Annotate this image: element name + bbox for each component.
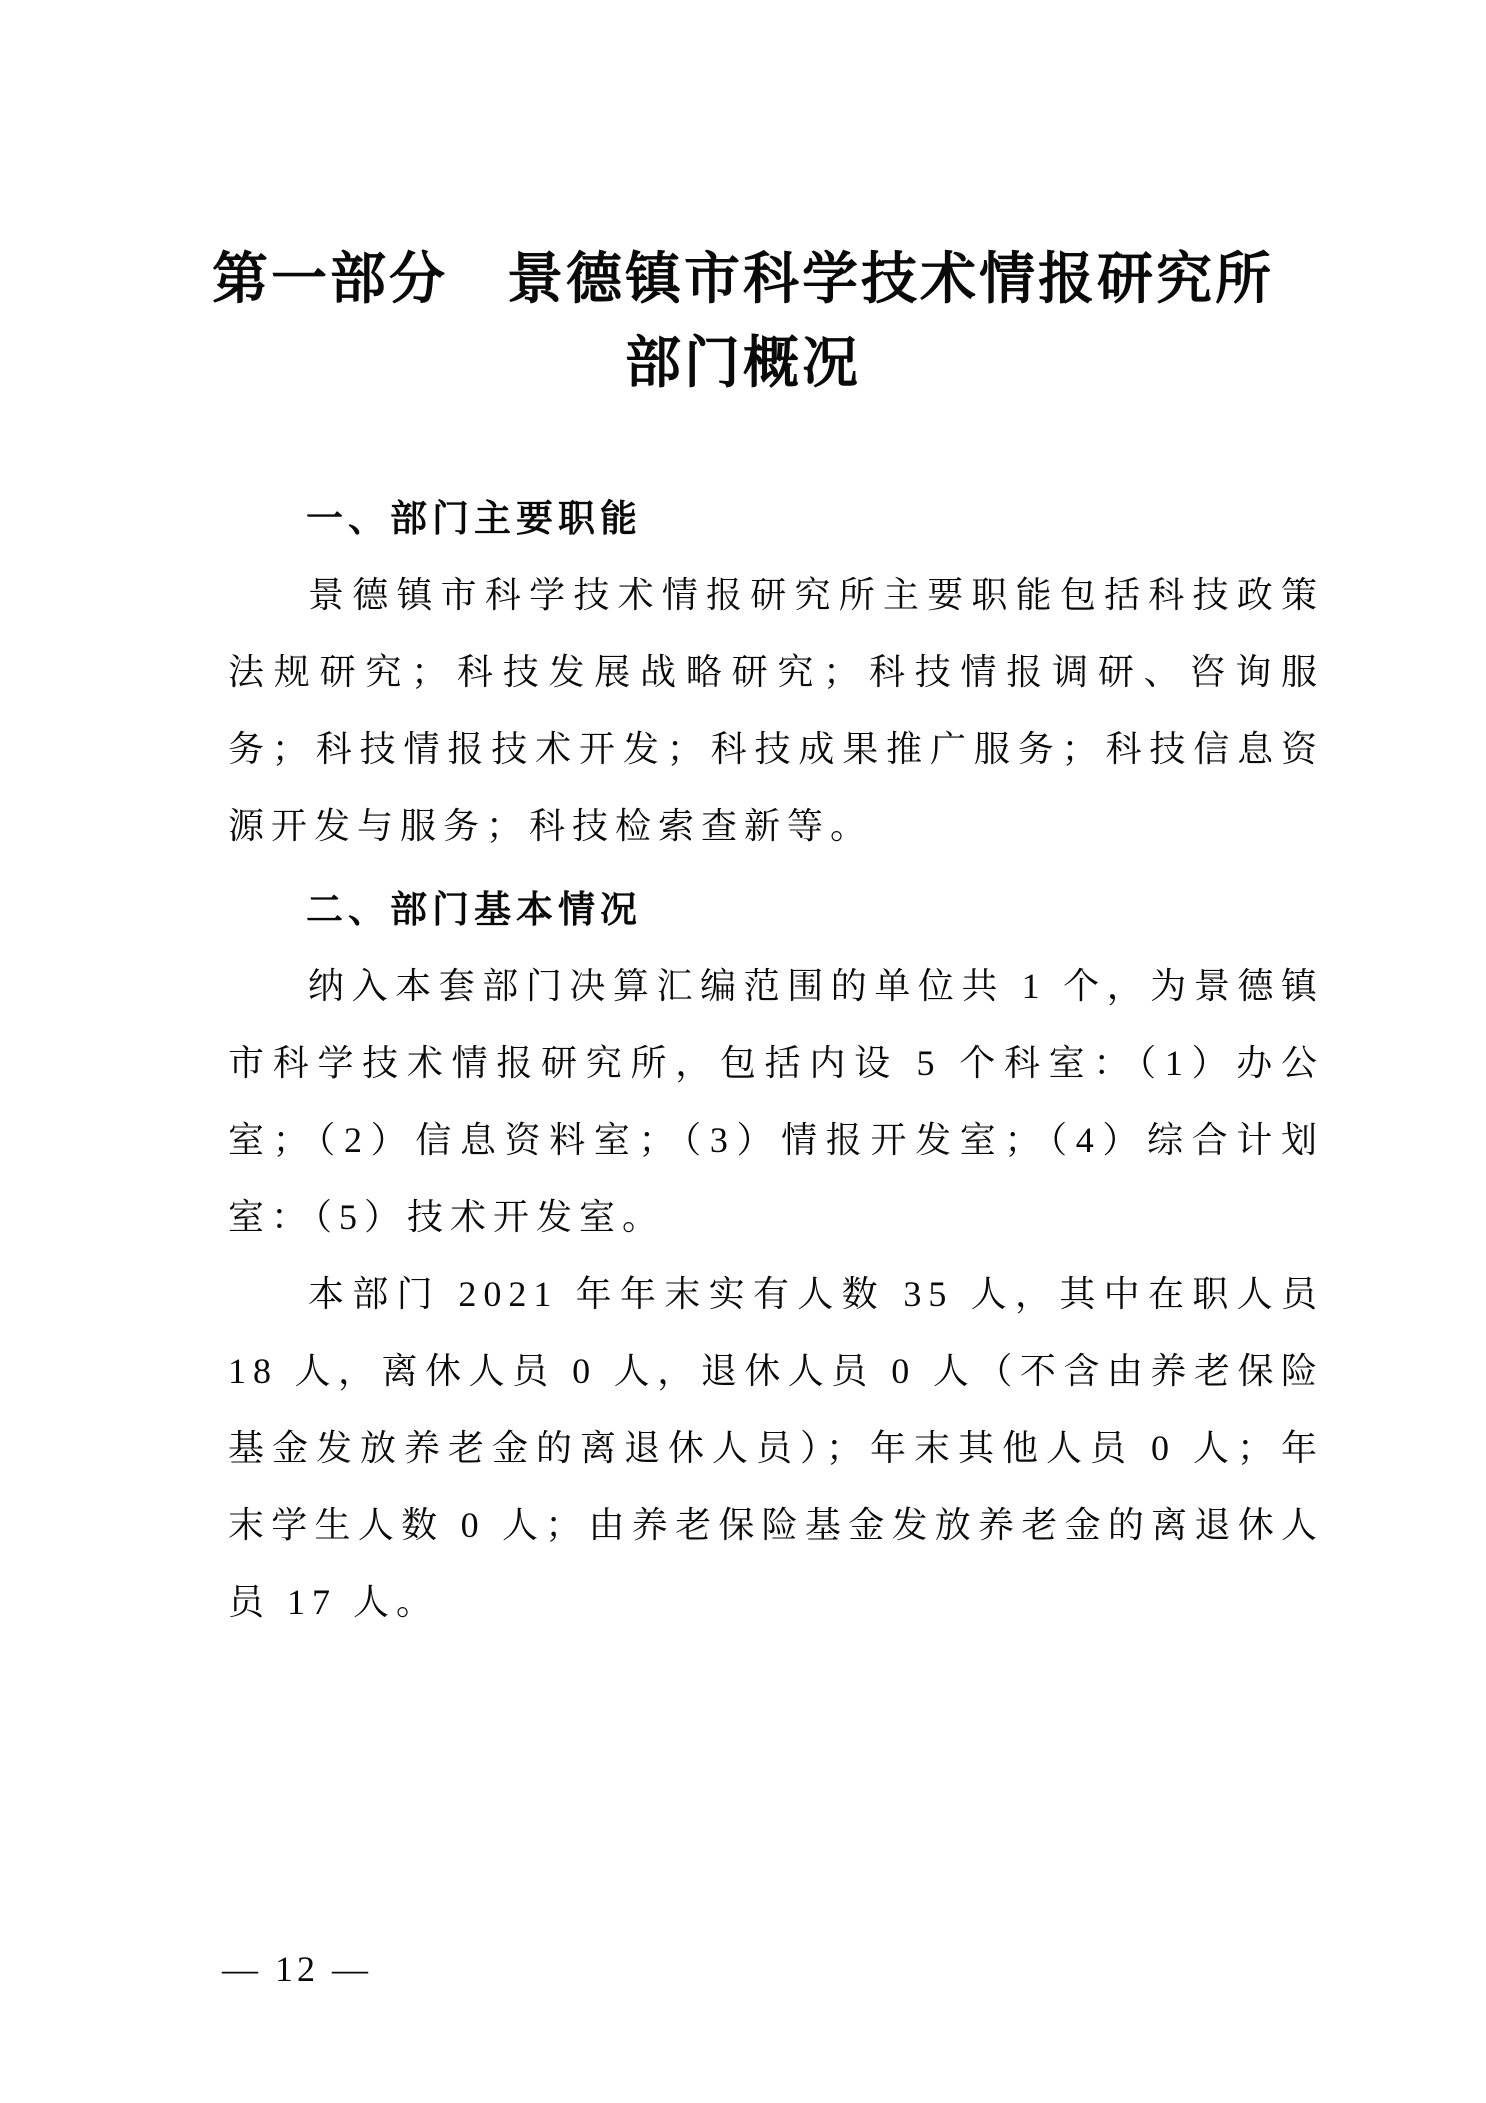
page-title: [150, 238, 1336, 406]
document-body: [228, 480, 1324, 1641]
paragraph-main-functions: 景德镇市科学技术情报研究所主要职能包括科技政策法规研究；科技发展战略研究；科技情报调研、咨询服务；科技情报技术开发；科技成果推广服务；科技信息资源开发与服务；科技检索查新等。: [228, 575, 1324, 846]
section-heading-main-functions: 一、部门主要职能: [306, 498, 642, 539]
paragraph-staff-numbers: 本部门 2021 年年末实有人数 35 人，其中在职人员 18 人，离休人员 0 人，退休人员 0 人（不含由养老保险基金发放养老金的离退休人员）；年末其他人员 0 人；年末学生人数 0 人；由养老保险基金发放养老金的离退休人员 17 人。: [228, 1274, 1324, 1622]
page-title-line-1: 第一部分 景德镇市科学技术情报研究所: [212, 249, 1274, 311]
paragraph-unit-composition: 纳入本套部门决算汇编范围的单位共 1 个，为景德镇市科学技术情报研究所，包括内设 5 个科室：（1）办公室；（2）信息资料室；（3）情报开发室；（4）综合计划室：（5）技术开发室。: [228, 966, 1324, 1237]
page-title-line-2: 部门概况: [625, 333, 861, 395]
section-heading-basic-situation: 二、部门基本情况: [306, 889, 642, 930]
page-number: — 12 —: [222, 1949, 372, 1989]
